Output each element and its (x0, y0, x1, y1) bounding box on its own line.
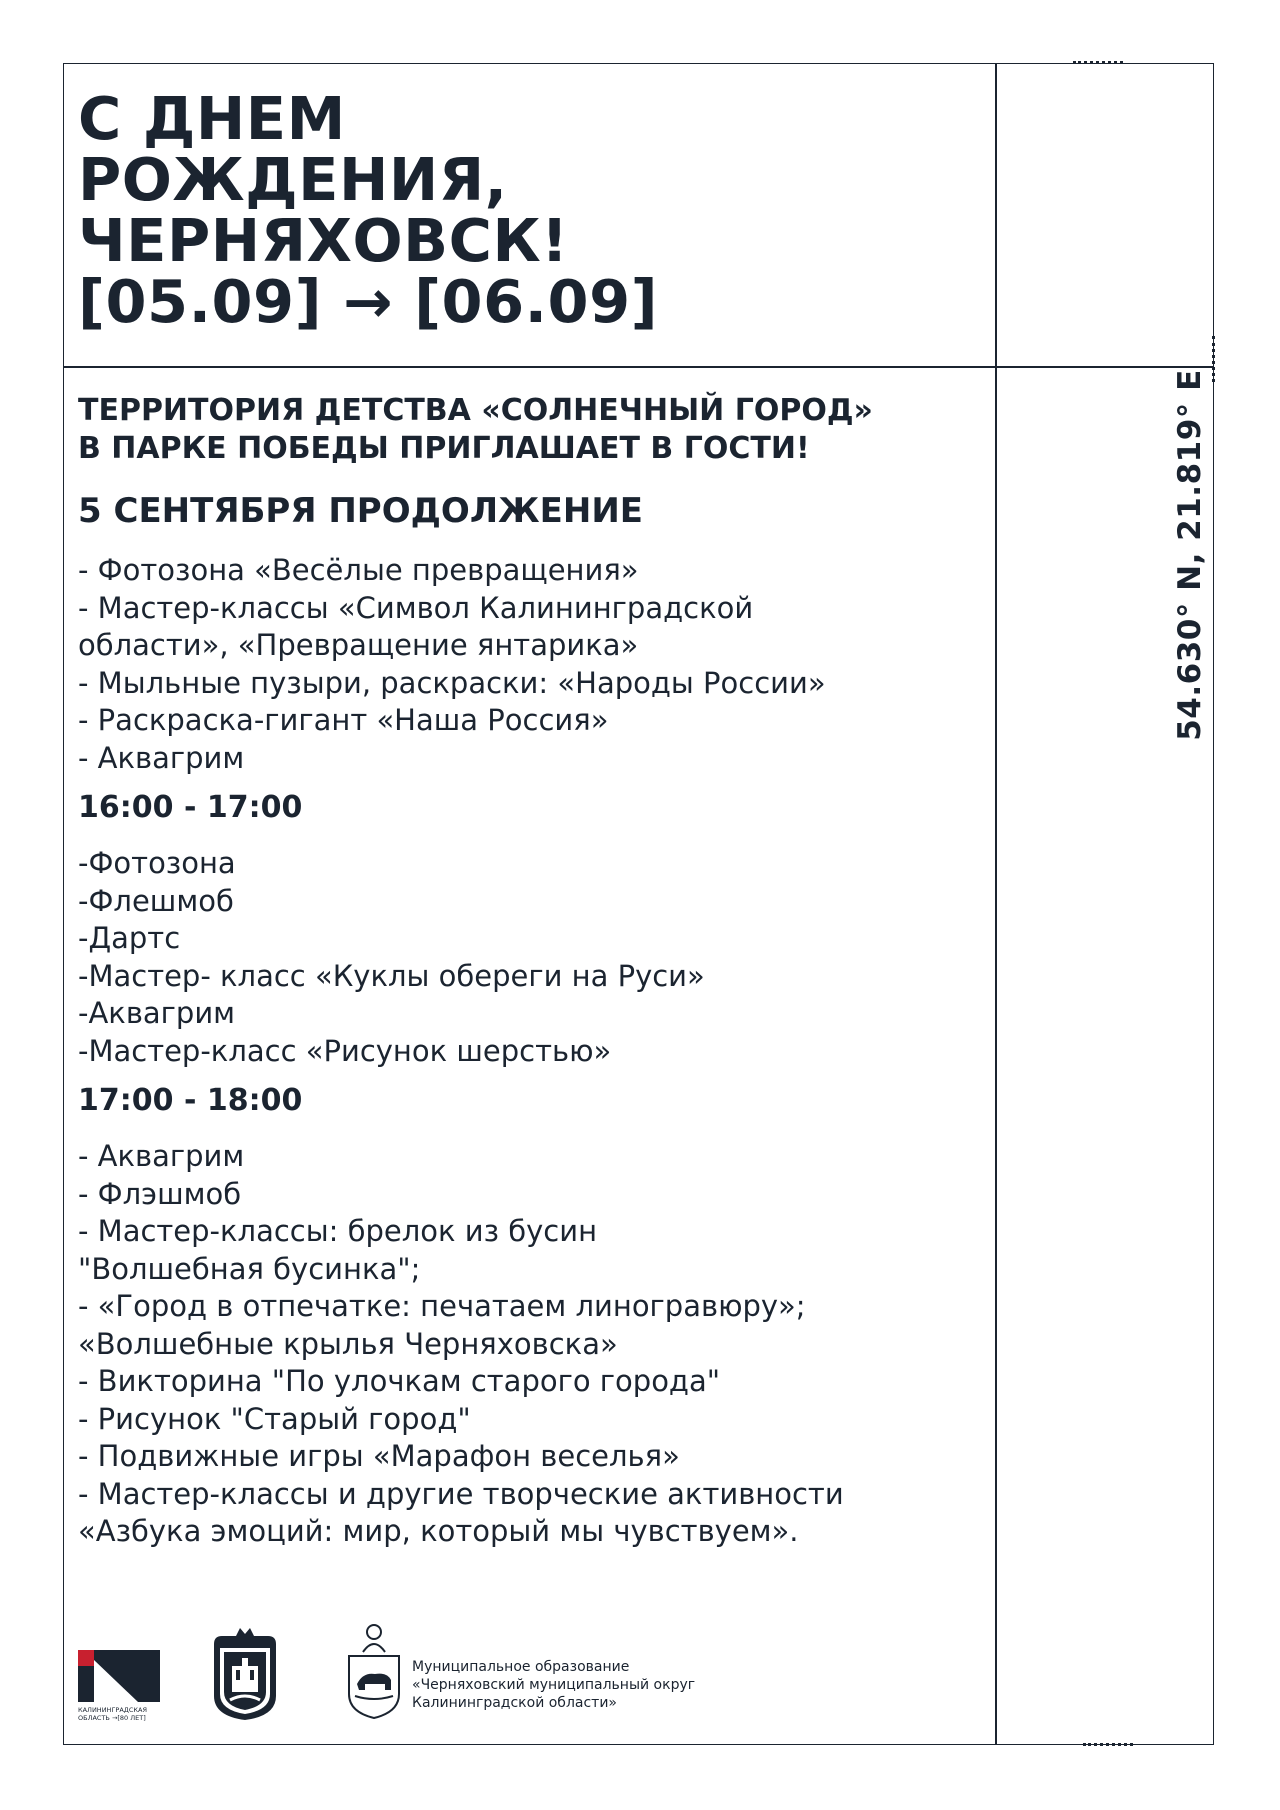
vertical-divider (995, 63, 997, 1745)
event-program (78, 392, 988, 1551)
list-item: - Раскраска-гигант «Наша Россия» (78, 703, 609, 737)
list-item: - Фотозона «Весёлые превращения» (78, 553, 639, 587)
list-item: - Подвижные игры «Марафон веселья» (78, 1439, 680, 1473)
list-item: -Дартс (78, 921, 181, 955)
list-item: - Викторина "По улочкам старого города" (78, 1364, 721, 1398)
list-item: -Аквагрим (78, 996, 236, 1030)
region-coat-of-arms-icon (206, 1626, 284, 1722)
list-item: - «Город в отпечатке: печатаем линогравюру»; (78, 1289, 806, 1323)
list-item: области», «Превращение янтарика» (78, 628, 639, 662)
municipal-line-2: «Черняховский муниципальный округ (412, 1677, 696, 1693)
kaliningrad-logo-caption (78, 1706, 160, 1722)
title-line-4: [05.09] → [06.09] (78, 267, 659, 336)
horizontal-divider (63, 366, 1214, 368)
title-line-3: ЧЕРНЯХОВСК! (78, 206, 569, 275)
list-item: - Мастер-классы и другие творческие активности (78, 1476, 844, 1511)
list-item: -Фотозона (78, 846, 236, 880)
time-slot-1: 16:00 - 17:00 (78, 790, 303, 825)
partner-logos (78, 1622, 978, 1732)
list-item: - Мастер-классы «Символ Калининградской (78, 590, 754, 625)
list-item: -Мастер- класс «Куклы обереги на Руси» (78, 958, 705, 993)
time-slot-2: 17:00 - 18:00 (78, 1083, 303, 1118)
list-item: - Мастер-классы: брелок из бусин (78, 1214, 598, 1248)
list-item: "Волшебная бусинка"; (78, 1251, 421, 1286)
program-block-1 (78, 552, 988, 777)
program-block-2 (78, 845, 988, 1070)
municipal-line-1: Муниципальное образование (412, 1659, 630, 1675)
list-item: «Волшебные крылья Черняховска» (78, 1326, 618, 1361)
municipal-line-3: Калининградской области» (412, 1695, 617, 1711)
list-item: - Аквагрим (78, 740, 245, 775)
tick-marks-top (1073, 61, 1123, 67)
page-title (78, 84, 978, 336)
list-item: - Флэшмоб (78, 1176, 242, 1211)
municipal-caption (412, 1658, 695, 1712)
kaliningrad-caption-line-2: ОБЛАСТЬ →[80 ЛЕТ] (78, 1714, 146, 1722)
list-item: - Аквагрим (78, 1139, 245, 1173)
kaliningrad-caption-line-1: КАЛИНИНГРАДСКАЯ (78, 1706, 147, 1714)
title-line-1: С ДНЕМ (78, 84, 346, 153)
title-line-2: РОЖДЕНИЯ, (78, 145, 508, 214)
coordinates-label: 54.630° N, 21.819° E (1172, 369, 1208, 741)
list-item: «Азбука эмоций: мир, который мы чувствуем». (78, 1514, 799, 1548)
section-title: 5 СЕНТЯБРЯ ПРОДОЛЖЕНИЕ (78, 491, 644, 531)
tick-marks-bottom (1083, 1743, 1133, 1749)
intro-line-1: ТЕРРИТОРИЯ ДЕТСТВА «СОЛНЕЧНЫЙ ГОРОД» (78, 393, 873, 428)
intro-heading (78, 392, 988, 468)
intro-line-2: В ПАРКЕ ПОБЕДЫ ПРИГЛАШАЕТ В ГОСТИ! (78, 431, 810, 466)
chernyakhovsk-coat-of-arms-icon (343, 1622, 405, 1722)
list-item: - Рисунок "Старый город" (78, 1401, 471, 1436)
list-item: - Мыльные пузыри, раскраски: «Народы России» (78, 665, 826, 700)
tick-marks-middle (1212, 336, 1218, 382)
list-item: -Мастер-класс «Рисунок шерстью» (78, 1033, 612, 1068)
program-block-3 (78, 1138, 988, 1551)
list-item: -Флешмоб (78, 883, 234, 918)
